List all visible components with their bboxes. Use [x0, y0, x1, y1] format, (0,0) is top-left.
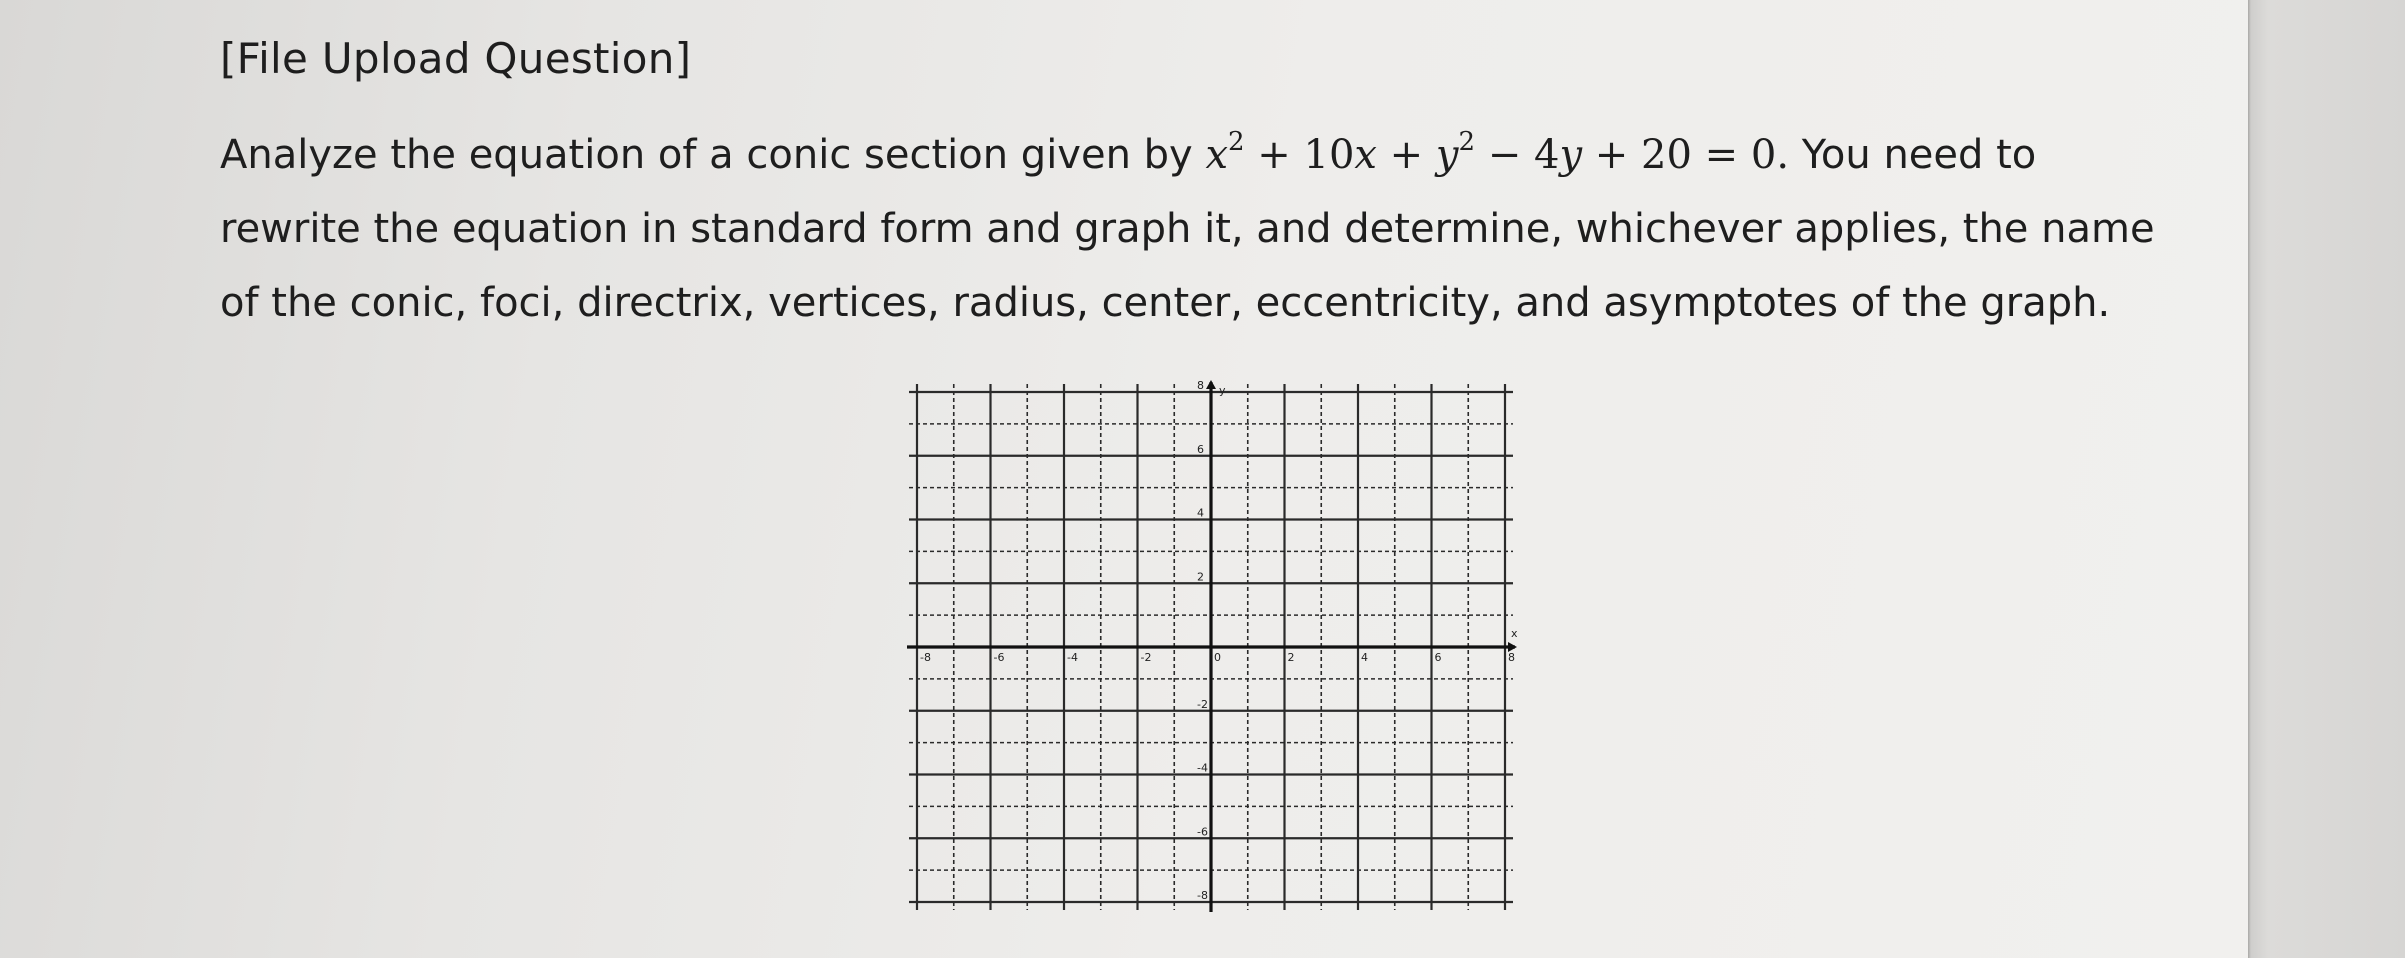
- x-tick-label: -2: [1140, 651, 1152, 664]
- y-tick-label: -2: [1197, 697, 1208, 711]
- y-tick-label: 8: [1197, 380, 1204, 392]
- conic-equation: [1205, 127, 1790, 178]
- coordinate-grid-svg: [905, 380, 1525, 920]
- eq-x-linear: x: [1354, 132, 1377, 178]
- y-tick-label: -4: [1197, 761, 1208, 775]
- eq-plus-1: +: [1244, 132, 1304, 178]
- y-tick-label: 2: [1197, 570, 1204, 584]
- question-line-1-suffix: You need to: [1801, 132, 2037, 178]
- question-text: [220, 118, 2180, 340]
- y-axis-label: y: [1219, 384, 1226, 397]
- page-edge: [2248, 0, 2405, 958]
- y-tick-label: -8: [1197, 889, 1208, 902]
- eq-minus: −: [1475, 132, 1535, 178]
- eq-x: x: [1205, 132, 1228, 178]
- x-tick-label: -6: [993, 651, 1005, 664]
- question-line-2: rewrite the equation in standard form and graph it, and determine, whichever applies, the name: [220, 206, 2155, 252]
- eq-equals-zero: = 0.: [1691, 132, 1790, 178]
- question-line-1: [220, 118, 2180, 192]
- y-axis-arrow: [1206, 380, 1216, 389]
- eq-coef-x: 10: [1303, 132, 1355, 178]
- eq-constant: 20: [1641, 132, 1692, 178]
- x-axis-label: x: [1511, 627, 1518, 640]
- question-title: [File Upload Question]: [220, 34, 692, 83]
- eq-plus-2: +: [1376, 132, 1436, 178]
- question-line-1-prefix: Analyze the equation of a conic section given by: [220, 132, 1193, 178]
- coordinate-grid: [905, 380, 1525, 920]
- eq-y-linear: y: [1559, 132, 1583, 178]
- x-tick-label: -8: [920, 651, 931, 664]
- x-tick-label: 6: [1434, 651, 1442, 664]
- eq-y-exponent: 2: [1458, 127, 1476, 157]
- eq-x-exponent: 2: [1228, 127, 1245, 157]
- eq-coef-y: 4: [1534, 132, 1560, 178]
- x-tick-label: 4: [1361, 651, 1368, 664]
- question-line-3: of the conic, foci, directrix, vertices, radius, center, eccentricity, and asymptotes of the graph.: [220, 280, 2111, 326]
- y-tick-label: 6: [1197, 442, 1204, 456]
- y-tick-label: 4: [1197, 506, 1204, 520]
- eq-plus-3: +: [1582, 132, 1642, 178]
- x-tick-label: -4: [1067, 651, 1078, 664]
- x-tick-label: 8: [1508, 651, 1515, 664]
- x-tick-label: 2: [1287, 651, 1295, 664]
- x-tick-label: 0: [1214, 651, 1221, 664]
- y-tick-label: -6: [1197, 825, 1208, 839]
- eq-y: y: [1435, 132, 1459, 178]
